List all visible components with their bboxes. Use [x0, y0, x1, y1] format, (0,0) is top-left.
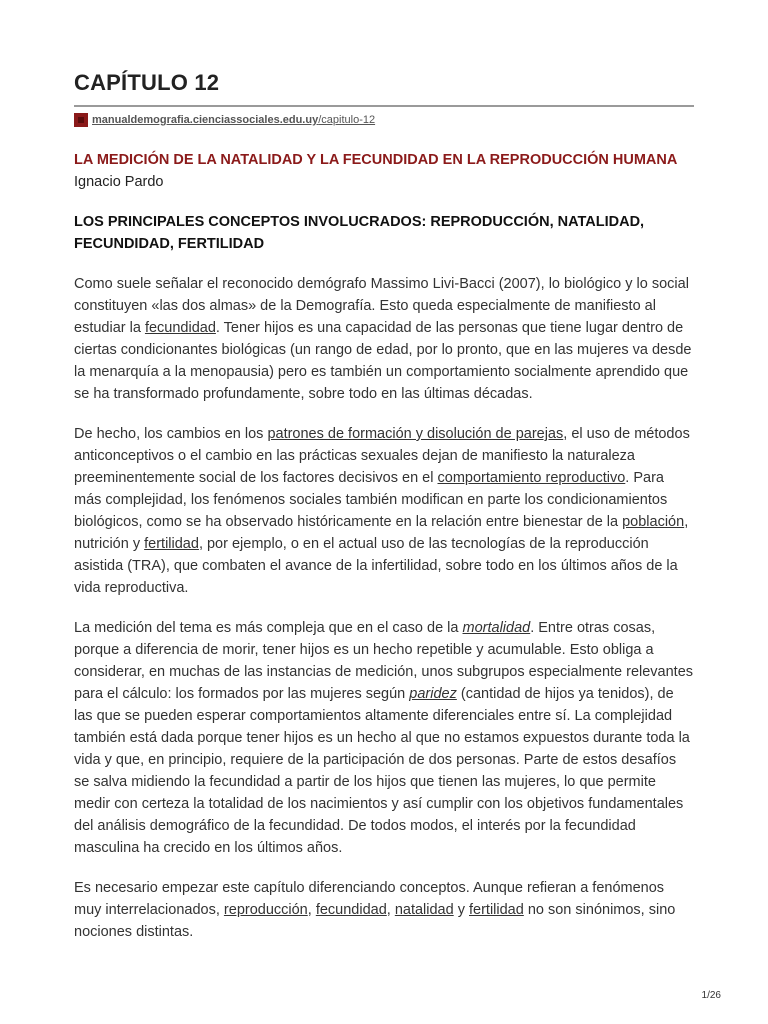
link-reproduccion[interactable]: reproducción: [223, 902, 308, 918]
paragraph-text: ,: [386, 902, 395, 918]
paragraph-text: (cantidad de hijos ya tenidos), de las que se pueden esperar comportamientos altamente diferenciales entre sí. La complejidad también está dada porque tener hijos es un hecho al que no estamos expuestos durante toda la vida y que, en principio, requiere de la participación de dos personas. Parte de estos desafíos se salva midiendo la fecundidad a partir de los hijos que tienen las mujeres, lo que permite medir con certeza la totalidad de los nacimientos y así cumplir con los objetivos fundamentales del análisis demográfico de la fecundidad. De todos modos, el interés por la fecundidad masculina ha crecido en los últimos años.: [74, 686, 690, 856]
source-domain-link[interactable]: manualdemografia.cienciassociales.edu.uy: [92, 114, 319, 126]
paragraph-text: no son sinónimos, sino nociones distintas.: [74, 902, 676, 940]
link-comportamiento-reproductivo[interactable]: comportamiento reproductivo: [437, 470, 626, 486]
document-page: [74, 68, 694, 943]
paragraph-2: [74, 423, 694, 599]
paragraph-text: . Para más complejidad, los fenómenos sociales también modifican en parte los condicionamientos biológicos, como se ha observado históricamente en la relación entre bienestar de la: [74, 470, 668, 530]
source-path-link[interactable]: /capitulo-12: [318, 114, 376, 126]
link-patrones-parejas[interactable]: patrones de formación y disolución de parejas: [267, 426, 564, 442]
paragraph-text: , por ejemplo, o en el actual uso de las tecnologías de la reproducción asistida (TRA), que combaten el avance de la infertilidad, sobre todo en los últimos años de la vida reproductiva.: [74, 536, 678, 596]
paragraph-text: Es necesario empezar este capítulo diferenciando conceptos. Aunque refieran a fenómenos muy interrelacionados,: [74, 880, 665, 918]
paragraph-1: [74, 273, 694, 405]
link-fecundidad[interactable]: fecundidad: [144, 320, 216, 336]
paragraph-text: , nutrición y: [74, 514, 689, 552]
paragraph-text: La medición del tema es más compleja que en el caso de la: [74, 620, 463, 636]
paragraph-text: De hecho, los cambios en los: [74, 426, 268, 442]
article-title: LA MEDICIÓN DE LA NATALIDAD Y LA FECUNDIDAD EN LA REPRODUCCIÓN HUMANA: [74, 152, 678, 168]
site-favicon-icon: [74, 113, 88, 127]
author-name: Ignacio Pardo: [74, 174, 164, 190]
paragraph-3: [74, 617, 694, 859]
link-natalidad[interactable]: natalidad: [394, 902, 454, 918]
section-title: LOS PRINCIPALES CONCEPTOS INVOLUCRADOS: REPRODUCCIÓN, NATALIDAD, FECUNDIDAD, FERTILIDAD: [74, 214, 645, 252]
paragraph-4: [74, 877, 694, 943]
paragraph-text: ,: [307, 902, 316, 918]
source-line: [74, 112, 694, 128]
paragraph-text: . Tener hijos es una capacidad de las personas que tiene lugar dentro de ciertas condicionantes biológicas (un rango de edad, por lo pronto, que en las mujeres va desde la menarquía a la menopausia) pero es también un comportamiento socialmente aprendido que se ha transformado profundamente, sobre todo en las últimas décadas.: [74, 320, 692, 402]
title-divider: [74, 105, 694, 107]
paragraph-text: , el uso de métodos anticonceptivos o el cambio en las prácticas sexuales dejan de manifiesto la naturaleza preeminentemente social de los factores decisivos en el: [74, 426, 690, 486]
paragraph-text: y: [453, 902, 469, 918]
link-fertilidad[interactable]: fertilidad: [469, 902, 524, 918]
link-fecundidad[interactable]: fecundidad: [315, 902, 387, 918]
chapter-title: CAPÍTULO 12: [74, 70, 220, 95]
link-mortalidad[interactable]: mortalidad: [462, 620, 531, 636]
paragraph-text: Como suele señalar el reconocido demógrafo Massimo Livi-Bacci (2007), lo biológico y lo social constituyen «las dos almas» de la Demografía. Esto queda especialmente de manifiesto al estudiar la: [74, 276, 689, 336]
link-poblacion[interactable]: población: [622, 514, 685, 530]
page-number: 1/26: [701, 990, 721, 1001]
paragraph-text: . Entre otras cosas, porque a diferencia de morir, tener hijos es un hecho repetible y acumulable. Esto obliga a considerar, en muchas de las instancias de medición, unos subgrupos especialmente relevantes para el cálculo: los formados por las mujeres según: [74, 620, 694, 702]
link-paridez[interactable]: paridez: [409, 686, 457, 702]
link-fertilidad[interactable]: fertilidad: [144, 536, 199, 552]
